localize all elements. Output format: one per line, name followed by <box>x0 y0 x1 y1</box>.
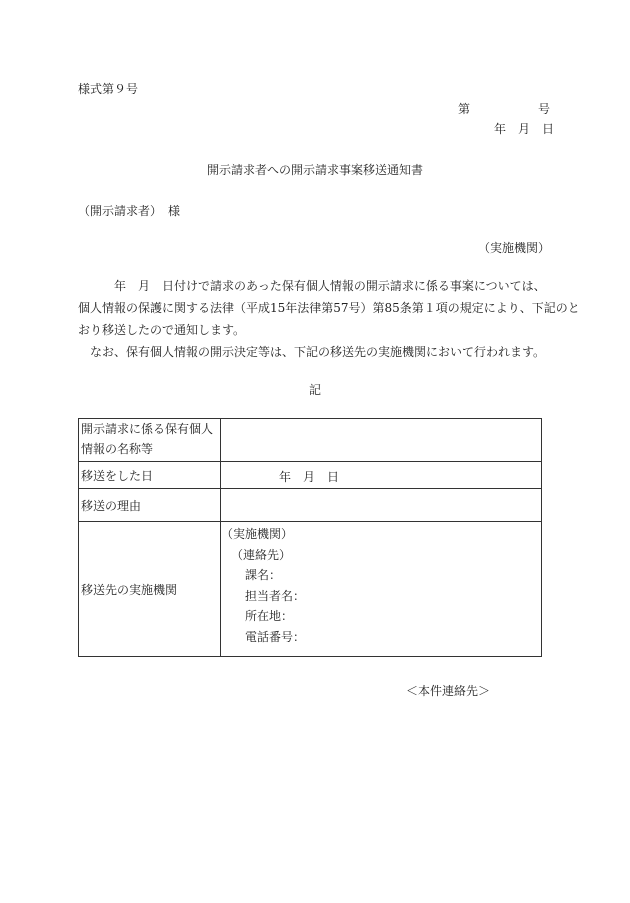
table-row <box>79 489 542 522</box>
body-line-2: 個人情報の保護に関する法律（平成15年法律第57号）第85条第１項の規定により、下記のと <box>78 301 580 315</box>
destination-label: 移送先の実施機関 <box>79 522 221 657</box>
destination-contact: （連絡先） <box>231 547 292 562</box>
transfer-date-text: 年 月 日 <box>279 470 340 484</box>
issuer-line: （実施機関） <box>477 241 550 255</box>
table-row <box>79 522 542 657</box>
destination-value <box>221 522 542 657</box>
footer-contact: ＜本件連絡先＞ <box>406 684 491 698</box>
destination-phone: 電話番号： <box>245 629 306 644</box>
transfer-reason-label: 移送の理由 <box>79 489 221 522</box>
transfer-date-value <box>221 462 542 489</box>
destination-person: 担当者名： <box>245 588 306 603</box>
transfer-reason-value <box>221 489 542 522</box>
document-title: 開示請求者への開示請求事案移送通知書 <box>206 163 423 177</box>
info-name-label-line-1: 開示請求に係る保有個人 <box>81 422 214 436</box>
details-table <box>78 418 542 657</box>
document-number-suffix: 号 <box>537 102 550 116</box>
recipient-line: （開示請求者） 様 <box>78 204 181 218</box>
info-name-label <box>79 419 221 462</box>
issue-date: 年 月 日 <box>494 122 555 136</box>
ki-heading: 記 <box>308 383 321 397</box>
transfer-date-label: 移送をした日 <box>79 462 221 489</box>
table-row <box>79 419 542 462</box>
body-line-1: 年 月 日付けで請求のあった保有個人情報の開示請求に係る事案については、 <box>78 279 546 293</box>
info-name-label-line-2: 情報の名称等 <box>81 442 154 456</box>
form-number: 様式第９号 <box>78 82 139 96</box>
document-number-prefix: 第 <box>458 102 471 116</box>
destination-address: 所在地： <box>245 609 294 623</box>
body-line-4: なお、保有個人情報の開示決定等は、下記の移送先の実施機関において行われます。 <box>78 345 546 359</box>
body-line-3: おり移送したので通知します。 <box>78 323 246 337</box>
info-name-value <box>221 419 542 462</box>
destination-section: 課名： <box>245 568 282 582</box>
destination-org: （実施機関） <box>221 527 294 541</box>
table-row <box>79 462 542 489</box>
